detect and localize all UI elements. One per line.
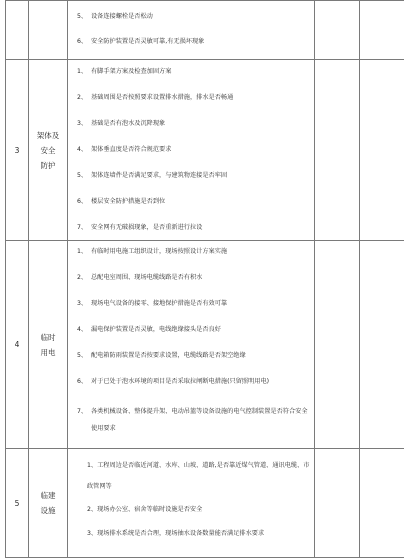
category-line: 防护 [29,158,67,173]
list-item [68,351,314,360]
item-number: 3、 [77,119,87,128]
list-item [68,403,314,437]
row-category [29,449,68,558]
item-number: 7、 [77,403,87,420]
category-line: 设施 [29,503,67,518]
category-line: 架体及 [29,128,67,143]
item-number: 6、 [77,377,87,386]
row-category [29,1,68,60]
item-text: 设备连接螺栓是否松动 [91,13,153,20]
item-text: 基础是否有泡水及沉降现象 [91,120,165,127]
list-item [68,93,314,102]
item-text: 架体连墙件是否满足要求，与建筑物连接是否牢固 [91,172,227,179]
item-number: 3、 [87,530,97,537]
item-number: 1、 [77,247,87,256]
list-item [68,37,314,46]
table-row-3 [6,60,404,241]
list-item [68,197,314,206]
item-number: 5、 [77,12,87,21]
row-items [68,60,315,241]
category-line: 临建 [29,488,67,503]
item-number: 5、 [77,351,87,360]
check-result-cell [315,241,360,449]
item-text: 现场电气设备的接零、接地保护措施是否有效可靠 [91,300,227,307]
list-item [68,529,314,538]
list-item [68,145,314,154]
row-category [29,60,68,241]
item-text: 架体垂直度是否符合规范要求 [91,146,171,153]
category-line: 安全 [29,143,67,158]
list-item [68,377,314,386]
list-item [68,325,314,334]
list-item [68,119,314,128]
row-items [68,241,315,449]
remark-cell [360,241,404,449]
check-result-cell [315,449,360,558]
item-number: 1、 [77,67,87,76]
item-text: 安全网有无破损现象，是否重新进行拉设 [91,224,202,231]
inspection-checklist-sheet [5,0,400,557]
category-line: 临时 [29,330,67,345]
item-text: 楼层安全防护措施是否到位 [91,198,165,205]
inspection-checklist-table [5,0,404,558]
remark-cell [360,60,404,241]
item-number: 3、 [77,299,87,308]
list-item [68,505,314,514]
item-text: 漏电保护装置是否灵敏，电线绝缘接头是否良好 [91,326,221,333]
item-text: 基础周围是否按照要求设置排水措施，排水是否畅通 [91,94,233,101]
item-text: 现场办公室、宿舍等临时设施是否安全 [97,506,202,513]
item-text: 现场排水系统是否合理，现场抽水设备数量能否满足排水要求 [97,530,264,537]
item-number: 6、 [77,197,87,206]
item-text: 工程周边是否临近河道、水库、山坡、道路,是否靠近煤气管道、通讯电缆、市政管网等 [87,462,309,490]
list-item [68,455,314,497]
row-number: 4 [6,241,29,449]
row-items [68,449,315,558]
item-number: 5、 [77,171,87,180]
item-text: 总配电室周围、现场电缆线路是否有积水 [91,274,202,281]
item-number: 6、 [77,37,87,46]
item-text: 对于已处于泡水环境的项目是否采取拉闸断电措施(只留照明用电) [91,378,269,385]
row-items [68,1,315,60]
item-text: 有临时用电施工组织设计，现场按照设计方案实施 [91,248,227,255]
row-number: 3 [6,60,29,241]
item-number: 2、 [87,506,97,513]
list-item [68,247,314,256]
list-item [68,273,314,282]
table-row-5 [6,449,404,558]
check-result-cell [315,60,360,241]
item-number: 2、 [77,273,87,282]
item-text: 安全防护装置是否灵敏可靠,有无损坏现象 [91,38,204,45]
list-item [68,67,314,76]
item-text: 各类机械设备、整体提升架、电动吊篮等设备设施的电气控制装置是否符合安全使用要求 [91,408,308,432]
category-line: 用电 [29,345,67,360]
row-number [6,1,29,60]
item-number: 2、 [77,93,87,102]
list-item [68,223,314,232]
item-number: 1、 [87,462,97,469]
item-number: 7、 [77,223,87,232]
row-number: 5 [6,449,29,558]
item-number: 4、 [77,145,87,154]
list-item [68,171,314,180]
row-category [29,241,68,449]
item-text: 有脚手架方案及检查加固方案 [91,68,171,75]
remark-cell [360,1,404,60]
item-text: 配电箱防雨装置是否按要求设置，电缆线路是否架空绝缘 [91,352,246,359]
check-result-cell [315,1,360,60]
list-item [68,12,314,21]
table-row-4 [6,241,404,449]
table-row-continuation [6,1,404,60]
item-number: 4、 [77,325,87,334]
list-item [68,299,314,308]
remark-cell [360,449,404,558]
